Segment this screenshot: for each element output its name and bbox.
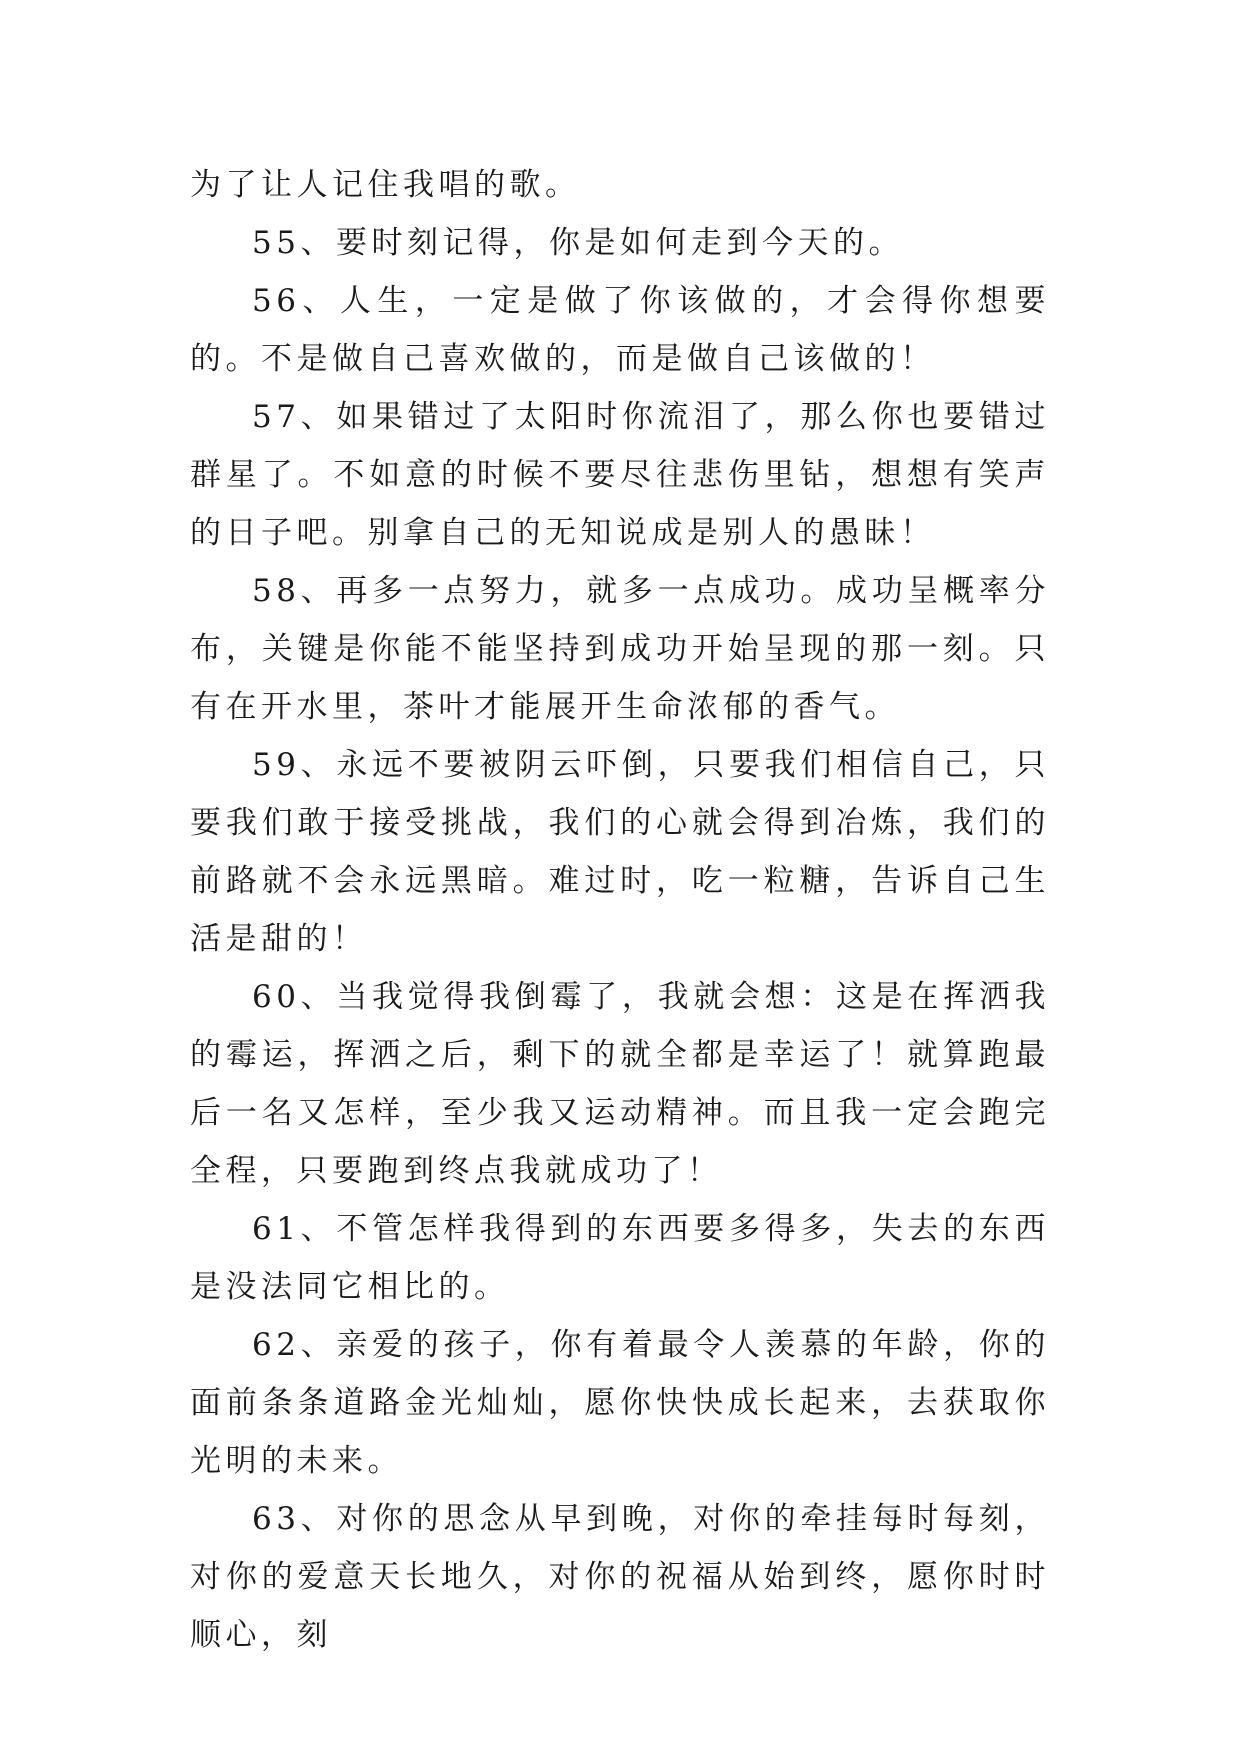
paragraph-61: 61、不管怎样我得到的东西要多得多，失去的东西是没法同它相比的。 — [190, 1211, 1050, 1305]
paragraph-58: 58、再多一点努力，就多一点成功。成功呈概率分布，关键是你能不能坚持到成功开始呈现的那一刻。只有在开水里，茶叶才能展开生命浓郁的香气。 — [190, 573, 1050, 725]
document-body — [190, 156, 1050, 1664]
paragraph-57: 57、如果错过了太阳时你流泪了，那么你也要错过群星了。不如意的时候不要尽往悲伤里钻，想想有笑声的日子吧。别拿自己的无知说成是别人的愚昧！ — [190, 399, 1050, 551]
paragraph-59: 59、永远不要被阴云吓倒，只要我们相信自己，只要我们敢于接受挑战，我们的心就会得到冶炼，我们的前路就不会永远黑暗。难过时，吃一粒糖，告诉自己生活是甜的！ — [190, 747, 1050, 957]
paragraph-63: 63、对你的思念从早到晚，对你的牵挂每时每刻，对你的爱意天长地久，对你的祝福从始到终，愿你时时顺心，刻 — [190, 1501, 1050, 1653]
paragraph-60: 60、当我觉得我倒霉了，我就会想：这是在挥洒我的霉运，挥洒之后，剩下的就全都是幸运了！就算跑最后一名又怎样，至少我又运动精神。而且我一定会跑完全程，只要跑到终点我就成功了！ — [190, 979, 1050, 1189]
paragraph-56: 56、人生，一定是做了你该做的，才会得你想要的。不是做自己喜欢做的，而是做自己该做的！ — [190, 283, 1050, 377]
paragraph-continuation: 为了让人记住我唱的歌。 — [190, 167, 581, 203]
paragraph-55: 55、要时刻记得，你是如何走到今天的。 — [252, 225, 904, 261]
paragraph-62: 62、亲爱的孩子，你有着最令人羡慕的年龄，你的面前条条道路金光灿灿，愿你快快成长起来，去获取你光明的未来。 — [190, 1327, 1050, 1479]
